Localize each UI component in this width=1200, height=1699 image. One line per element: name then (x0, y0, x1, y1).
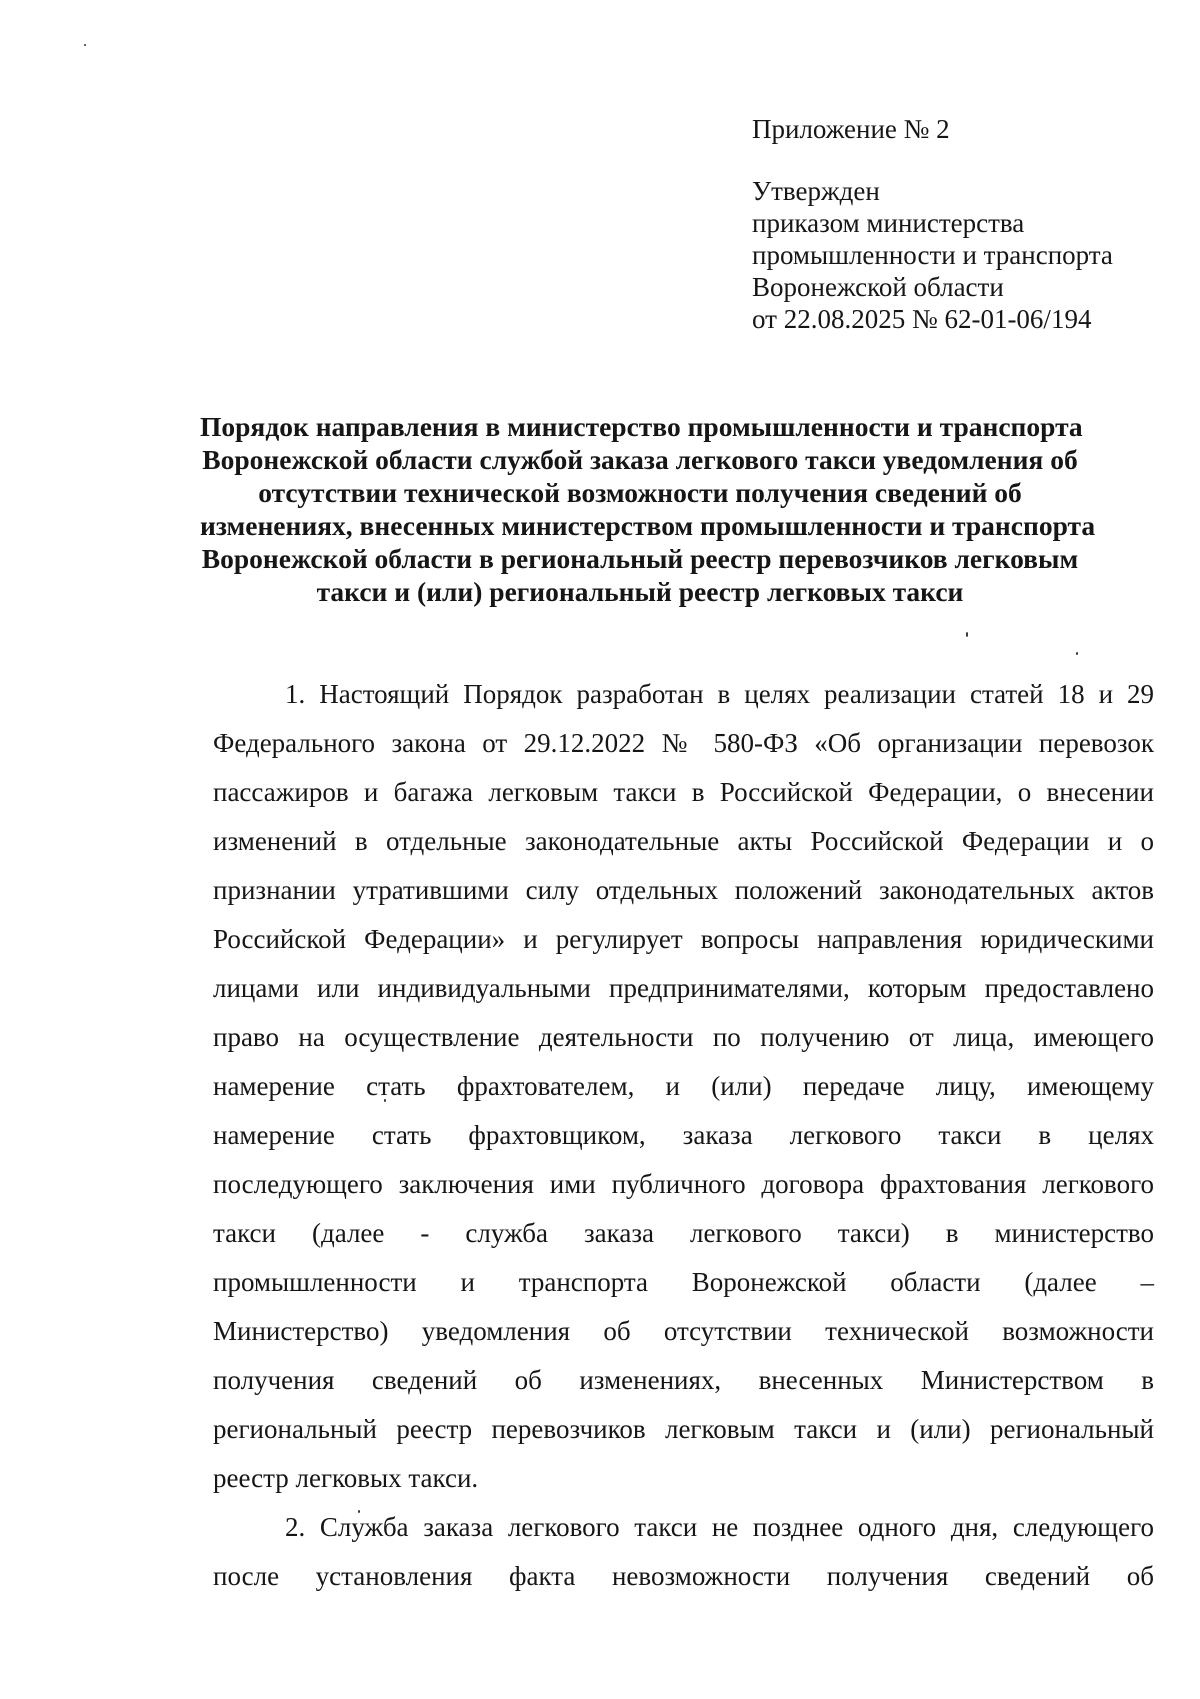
text-line: право на осуществление деятельности по получению от лица, имеющего (213, 1022, 1154, 1052)
title-line: Воронежской области в региональный реестр перевозчиков легковым (201, 543, 1079, 574)
approval-block (752, 113, 1172, 335)
scan-speck (84, 44, 86, 46)
text-line: лицами или индивидуальными предпринимателями, которым предоставлено (213, 973, 1154, 1003)
text-line: пассажиров и багажа легковым такси в Российской Федерации, о внесении (213, 777, 1154, 807)
text-line: такси (далее - служба заказа легкового такси) в министерство (213, 1218, 1154, 1248)
text-line: намерение стать фрахтователем, и (или) передаче лицу, имеющему (213, 1071, 1154, 1101)
text-line: получения сведений об изменениях, внесенных Министерством в (213, 1365, 1154, 1395)
approval-date-number: от 22.08.2025 № 62-01-06/194 (752, 304, 1092, 334)
text-line: Федерального закона от 29.12.2022 № 580-ФЗ «Об организации перевозок (213, 728, 1154, 758)
paragraph-1 (213, 670, 1154, 1503)
approval-line: приказом министерства (752, 208, 1025, 238)
text-line: изменений в отдельные законодательные акты Российской Федерации и о (213, 826, 1154, 856)
title-line: Воронежской области службой заказа легкового такси уведомления об (202, 444, 1078, 475)
scan-speck (1076, 652, 1078, 655)
title-line: Порядок направления в министерство промышленности и транспорта (200, 411, 1083, 442)
text-line: после установления факта невозможности получения сведений об (213, 1561, 1154, 1591)
text-line: региональный реестр перевозчиков легковым такси и (или) региональный (213, 1414, 1154, 1444)
title-line: отсутствии технической возможности получения сведений об (258, 477, 1022, 508)
text-line: Российской Федерации» и регулирует вопросы направления юридическими (213, 924, 1154, 954)
text-line: намерение стать фрахтовщиком, заказа легкового такси в целях (213, 1120, 1154, 1150)
scan-speck (966, 632, 968, 637)
document-body (213, 670, 1154, 1601)
annex-number: Приложение № 2 (752, 114, 950, 144)
title-line: такси и (или) региональный реестр легковых такси (316, 576, 964, 607)
approval-line: промышленности и транспорта (752, 240, 1113, 270)
text-line: реестр легковых такси. (213, 1463, 479, 1493)
document-title (200, 410, 1096, 608)
approval-line: Утвержден (752, 176, 880, 206)
text-line: признании утратившими силу отдельных положений законодательных актов (213, 875, 1154, 905)
text-line: промышленности и транспорта Воронежской области (далее – (213, 1267, 1154, 1297)
text-line: последующего заключения ими публичного договора фрахтования легкового (213, 1169, 1154, 1199)
paragraph-2 (213, 1503, 1154, 1601)
text-line: Министерство) уведомления об отсутствии технической возможности (213, 1316, 1154, 1346)
title-line: изменениях, внесенных министерством промышленности и транспорта (200, 510, 1096, 541)
approval-line: Воронежской области (752, 272, 1004, 302)
text-line: 1. Настоящий Порядок разработан в целях реализации статей 18 и 29 (285, 679, 1154, 709)
text-line: 2. Служба заказа легкового такси не позднее одного дня, следующего (285, 1512, 1154, 1542)
